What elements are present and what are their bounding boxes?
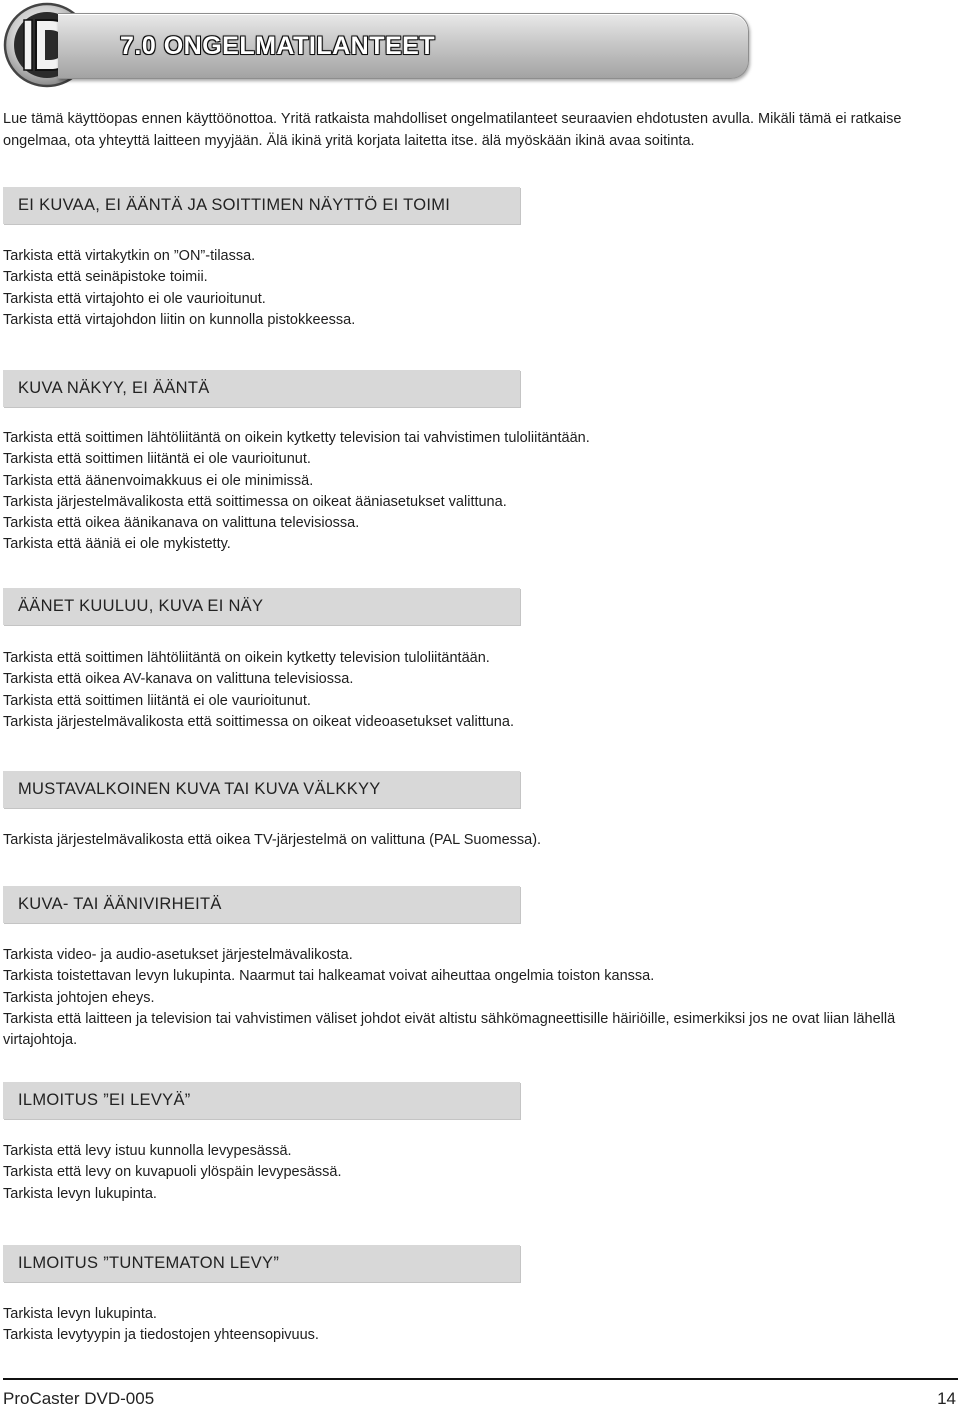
list-item: Tarkista että oikea äänikanava on valittuna televisiossa. <box>3 515 360 532</box>
list-item: Tarkista että soittimen liitäntä ei ole vaurioitunut. <box>3 451 311 468</box>
list-item: Tarkista että laitteen ja television tai vahvistimen väliset johdot eivät altistu sähkömagneettisille häiriöille, esimerkiksi jos ne ovat liian lähellä virtajohtoja. <box>3 1010 896 1049</box>
list-item: Tarkista järjestelmävalikosta että soittimessa on oikeat ääniasetukset valittuna. <box>3 493 507 510</box>
section-list-no-disc <box>3 1141 955 1205</box>
footer-product-name: ProCaster DVD-005 <box>3 1389 155 1408</box>
list-item: Tarkista levytyypin ja tiedostojen yhteensopivuus. <box>3 1327 319 1344</box>
list-item: Tarkista että seinäpistoke toimii. <box>3 269 208 286</box>
list-item: Tarkista että äänenvoimakkuus ei ole minimissä. <box>3 472 314 489</box>
list-item: Tarkista että oikea AV-kanava on valittuna televisiossa. <box>3 671 354 688</box>
section-header-no-disc: ILMOITUS ”EI LEVYÄ” <box>3 1082 520 1119</box>
list-item: Tarkista että soittimen lähtöliitäntä on oikein kytketty television tuloliitäntään. <box>3 650 490 666</box>
list-item: Tarkista että levy on kuvapuoli ylöspäin levypesässä. <box>3 1164 342 1181</box>
section-header-unknown-disc: ILMOITUS ”TUNTEMATON LEVY” <box>3 1245 520 1282</box>
section-list-sound-no-picture <box>3 648 955 733</box>
section-list-black-white-flicker <box>3 830 955 851</box>
list-item: Tarkista järjestelmävalikosta että oikea TV-järjestelmä on valittuna (PAL Suomessa). <box>3 832 542 848</box>
list-item: Tarkista että virtajohto ei ole vaurioitunut. <box>3 290 266 307</box>
list-item: Tarkista levyn lukupinta. <box>3 1185 157 1202</box>
intro-paragraph: Lue tämä käyttöopas ennen käyttöönottoa. Yritä ratkaista mahdolliset ongelmatilanteet seuraavien ehdotusten avulla. Mikäli tämä ei ratkaise ongelmaa, ota yhteyttä laitteen myyjään. Älä ikinä yritä korjata laitetta itse. älä myöskään ikinä avaa soitinta. <box>3 111 902 149</box>
section-list-unknown-disc <box>3 1304 955 1347</box>
list-item: Tarkista että virtajohdon liitin on kunnolla pistokkeessa. <box>3 311 356 328</box>
section-list-picture-no-sound <box>3 428 955 556</box>
page-number: 14 <box>937 1389 956 1408</box>
section-header-picture-no-sound: KUVA NÄKYY, EI ÄÄNTÄ <box>3 370 520 407</box>
list-item: Tarkista toistettavan levyn lukupinta. Naarmut tai halkeamat voivat aiheuttaa ongelmia toiston kanssa. <box>3 968 655 985</box>
section-list-av-errors <box>3 945 955 1051</box>
section-header-sound-no-picture: ÄÄNET KUULUU, KUVA EI NÄY <box>3 588 520 625</box>
section-header-av-errors: KUVA- TAI ÄÄNIVIRHEITÄ <box>3 886 520 923</box>
list-item: Tarkista johtojen eheys. <box>3 989 155 1006</box>
list-item: Tarkista että ääniä ei ole mykistetty. <box>3 536 231 553</box>
section-list-no-picture-no-sound <box>3 246 955 331</box>
section-header-black-white-flicker: MUSTAVALKOINEN KUVA TAI KUVA VÄLKKYY <box>3 771 520 808</box>
list-item: Tarkista levyn lukupinta. <box>3 1306 157 1322</box>
page-title: 7.0 ONGELMATILANTEET <box>120 32 436 60</box>
list-item: Tarkista että soittimen liitäntä ei ole vaurioitunut. <box>3 692 311 709</box>
list-item: Tarkista video- ja audio-asetukset järjestelmävalikosta. <box>3 947 353 963</box>
list-item: Tarkista järjestelmävalikosta että soittimessa on oikeat videoasetukset valittuna. <box>3 713 514 730</box>
section-header-no-picture-no-sound: EI KUVAA, EI ÄÄNTÄ JA SOITTIMEN NÄYTTÖ EI TOIMI <box>3 187 520 224</box>
list-item: Tarkista että soittimen lähtöliitäntä on oikein kytketty television tai vahvistimen tuloliitäntään. <box>3 430 590 446</box>
footer-divider <box>3 1378 958 1380</box>
list-item: Tarkista että levy istuu kunnolla levypesässä. <box>3 1143 292 1159</box>
list-item: Tarkista että virtakytkin on ”ON”-tilassa. <box>3 248 256 264</box>
